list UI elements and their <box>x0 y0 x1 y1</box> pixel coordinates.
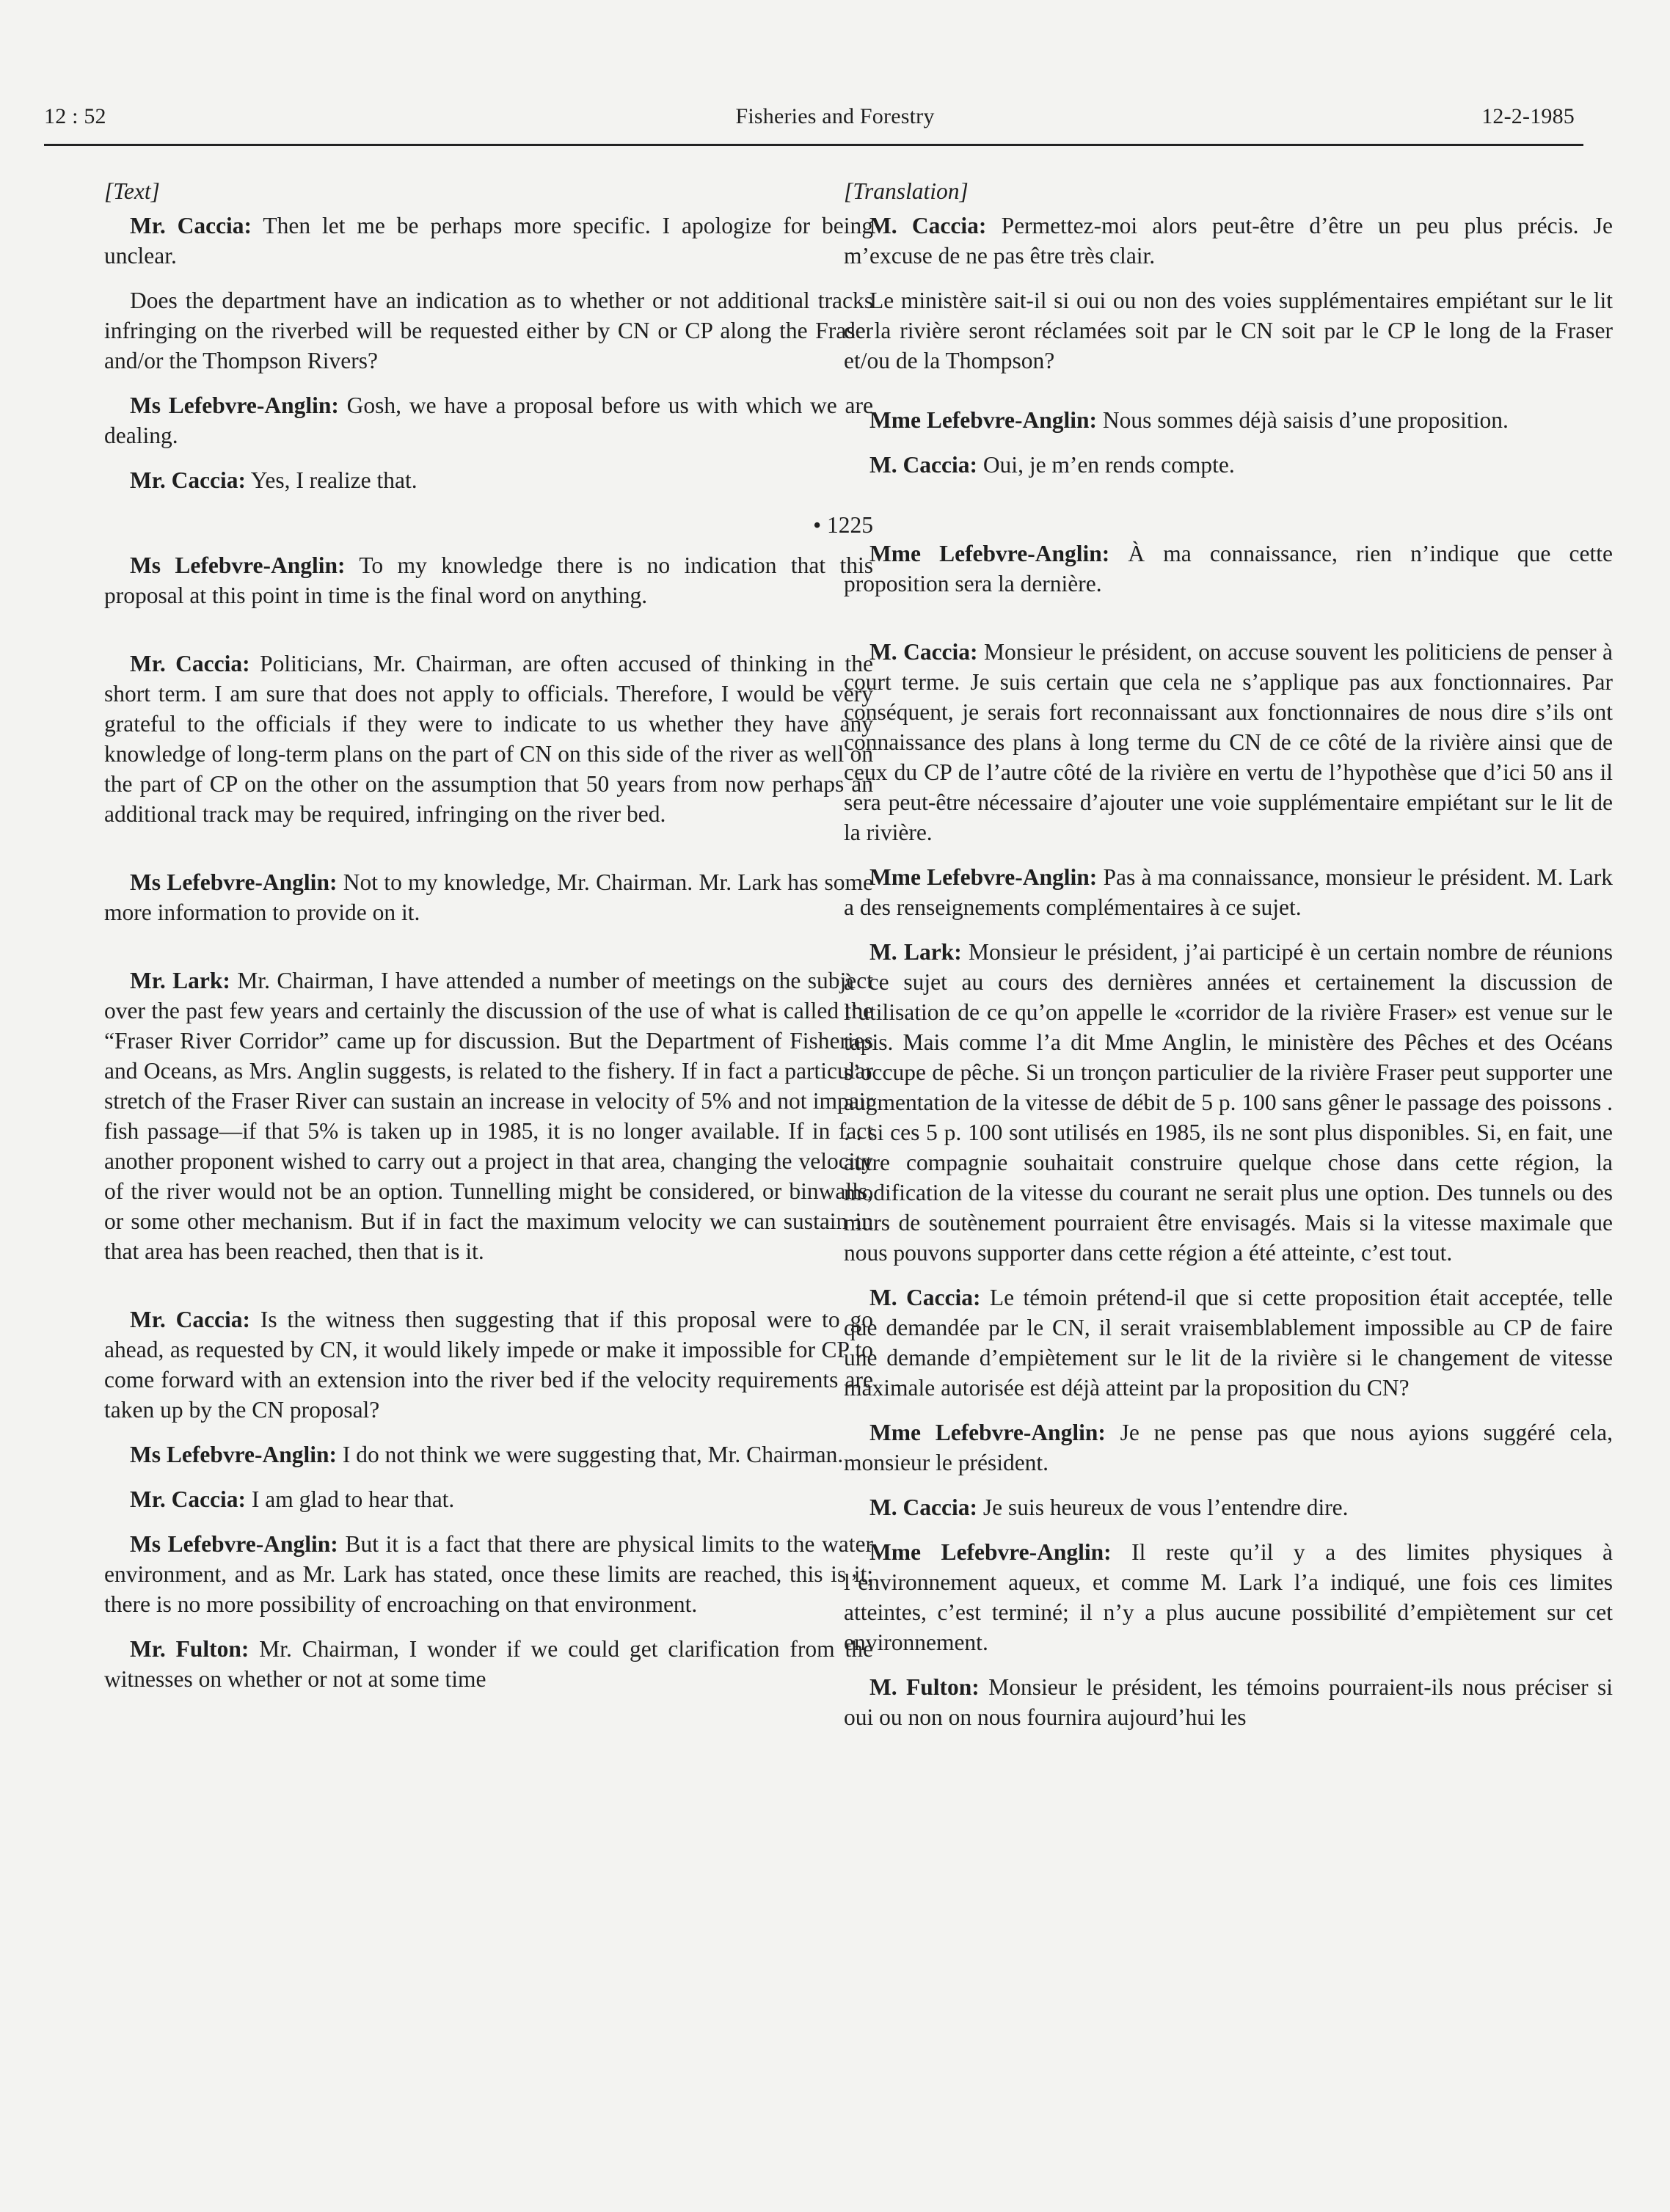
speaker: Ms Lefebvre-Anglin: <box>130 393 339 418</box>
speaker: Mr. Fulton: <box>130 1636 249 1662</box>
paragraph <box>844 1537 1613 1657</box>
speaker: M. Fulton: <box>869 1674 980 1700</box>
column-label: [Text] <box>104 178 160 204</box>
page-date: 12-2-1985 <box>1481 104 1575 128</box>
speech: Monsieur le président, les témoins pourraient-ils nous préciser si oui ou non on nous fournira aujourd’hui les <box>844 1674 1613 1730</box>
paragraph <box>844 637 1613 847</box>
paragraph <box>844 211 1613 271</box>
speech: Mr. Chairman, I have attended a number of meetings on the subject over the past few years and certainly the discussion of the use of what is called the “Fraser River Corridor” came up for discussion. But the Department of Fisheries and Oceans, as Mrs. Anglin suggests, is related to the fishery. If in fact a particular stretch of the Fraser River can sustain an increase in velocity of 5% and not impair fish passage—if that 5% is taken up in 1985, it is no longer available. If in fact another proponent wished to carry out a project in that area, changing the velocity of the river would not be an option. Tunnelling might be considered, or binwalls, or some other mechanism. But if in fact the maximum velocity we can sustain in that area has been reached, then that is it. <box>104 968 873 1264</box>
speech: Yes, I realize that. <box>246 467 418 493</box>
paragraph <box>104 1439 873 1470</box>
paragraph <box>844 862 1613 922</box>
speech: I am glad to hear that. <box>246 1486 455 1512</box>
column-label: [Translation] <box>844 178 969 204</box>
time-marker: • 1225 <box>813 512 873 538</box>
speaker: M. Caccia: <box>869 639 978 665</box>
speech: Monsieur le président, on accuse souvent les politiciens de penser à court terme. Je suis certain que cela ne s’applique pas aux fonctionnaires. Par conséquent, je serais fort reconnaissant aux fonctionnaires de nous dire s’ils ont connaissance des plans à long terme du CN de ce côté de la rivière ainsi que de ceux du CP de l’autre côté de la rivière en vertu de l’hypothèse que d’ici 50 ans il sera peut-être nécessaire d’ajouter une voie supplémentaire empiétant sur le lit de la rivière. <box>844 639 1613 845</box>
speaker: Mr. Caccia: <box>130 467 247 493</box>
paragraph <box>844 1672 1613 1732</box>
speaker: M. Caccia: <box>869 1494 977 1520</box>
speech: Nous sommes déjà saisis d’une proposition. <box>1096 407 1509 433</box>
paragraph <box>104 465 873 495</box>
speaker: Mr. Caccia: <box>130 213 252 238</box>
speech: Mr. Chairman, I wonder if we could get clarification from the witnesses on whether or not at some time <box>104 1636 873 1692</box>
paragraph <box>104 649 873 829</box>
speech: But it is a fact that there are physical limits to the water environment, and as Mr. Lark has stated, once these limits are reached, this is it; there is no more possibility of encroaching on that environment. <box>104 1531 874 1617</box>
speech: Il reste qu’il y a des limites physiques à l’environnement aqueux, et comme M. Lark l’a indiqué, une fois ces limites atteintes, c’est terminé; il n’y a plus aucune possibilité d’empiètement sur cet environnement. <box>844 1539 1613 1655</box>
page-number: 12 : 52 <box>44 104 106 128</box>
english-column <box>104 176 873 1709</box>
speaker: M. Caccia: <box>869 452 977 478</box>
speaker: Mme Lefebvre-Anglin: <box>869 864 1098 890</box>
speaker: Ms Lefebvre-Anglin: <box>130 1442 338 1467</box>
speech: Je ne pense pas que nous ayions suggéré cela, monsieur le président. <box>844 1420 1613 1475</box>
paragraph <box>104 390 873 450</box>
speaker: Ms Lefebvre-Anglin: <box>130 552 346 578</box>
paragraph <box>844 405 1613 435</box>
speaker: Mme Lefebvre-Anglin: <box>869 541 1110 566</box>
speaker: Mr. Caccia: <box>130 651 250 676</box>
speech: Permettez-moi alors peut-être d’être un peu plus précis. Je m’excuse de ne pas être très clair. <box>844 213 1613 269</box>
speaker: Mme Lefebvre-Anglin: <box>869 1420 1106 1445</box>
paragraph <box>104 1634 873 1694</box>
speech: Le témoin prétend-il que si cette proposition était acceptée, telle que demandée par le CN, il serait vraisemblablement impossible au CP de faire une demande d’empiètement sur le lit de la rivière si le changement de vitesse maximale autorisée est déjà atteint par la proposition du CN? <box>844 1285 1613 1401</box>
speech: Gosh, we have a proposal before us with which we are dealing. <box>104 393 873 448</box>
speech: Politicians, Mr. Chairman, are often accused of thinking in the short term. I am sure that does not apply to officials. Therefore, I would be very grateful to the officials if they were to indicate to us whether they have any knowledge of long-term plans on the part of CN on this side of the river as well on the part of CP on the other on the assumption that 50 years from now perhaps an additional track may be required, infringing on the river bed. <box>104 651 873 827</box>
speaker: Mme Lefebvre-Anglin: <box>869 1539 1112 1565</box>
speech: À ma connaissance, rien n’indique que cette proposition sera la dernière. <box>844 541 1613 596</box>
paragraph <box>844 539 1613 599</box>
speaker: M. Caccia: <box>869 213 987 238</box>
speech: Monsieur le président, j’ai participé è un certain nombre de réunions à ce sujet au cours des dernières années et certainement la discussion de l’utilisation de ce qu’on appelle le «corridor de la rivière Fraser» est venue sur le tapis. Mais comme l’a dit Mme Anglin, le ministère des Pêches et des Océans s’occupe de pêche. Si un tronçon particulier de la rivière Fraser peut supporter une augmentation de la vitesse de débit de 5 p. 100 sans gêner le passage des poissons . . . si ces 5 p. 100 sont utilisés en 1985, ils ne sont plus disponibles. Si, en fait, une autre compagnie souhaitait construire quelque chose dans cette région, la modification de la vitesse du courant ne serait plus une option. Des tunnels ou des murs de soutènement pourraient être envisagés. Mais si la vitesse maximale que nous pouvons supporter dans cette région a été atteinte, c’est tout. <box>844 939 1614 1266</box>
speaker: Mr. Lark: <box>130 968 230 993</box>
speech: Not to my knowledge, Mr. Chairman. Mr. Lark has some more information to provide on it. <box>104 869 873 925</box>
french-column <box>844 176 1613 1747</box>
paragraph <box>844 937 1613 1268</box>
paragraph <box>104 966 873 1266</box>
speaker: M. Lark: <box>869 939 962 965</box>
paragraph <box>844 450 1613 480</box>
speech: Le ministère sait-il si oui ou non des voies supplémentaires empiétant sur le lit de la rivière seront réclamées soit par le CN soit par le CP le long de la Fraser et/ou de la Thompson? <box>844 288 1613 373</box>
speech: Is the witness then suggesting that if this proposal were to go ahead, as requested by CN, it would likely impede or make it impossible for CP to come forward with an extension into the river bed if the velocity requirements are taken up by the CN proposal? <box>104 1307 873 1423</box>
paragraph <box>104 867 873 927</box>
paragraph <box>104 1484 873 1514</box>
paragraph <box>104 211 873 271</box>
paragraph <box>104 550 873 610</box>
paragraph <box>844 1282 1613 1403</box>
paragraph <box>844 285 1613 376</box>
paragraph <box>844 1417 1613 1478</box>
paragraph <box>844 1492 1613 1522</box>
speaker: Ms Lefebvre-Anglin: <box>130 869 338 895</box>
paragraph <box>104 1304 873 1425</box>
paragraph <box>104 285 873 376</box>
speaker: Mr. Caccia: <box>130 1486 247 1512</box>
speech: Then let me be perhaps more specific. I apologize for being unclear. <box>104 213 873 269</box>
header-rule <box>44 144 1583 146</box>
speaker: M. Caccia: <box>869 1285 981 1310</box>
speech: I do not think we were suggesting that, Mr. Chairman. <box>337 1442 844 1467</box>
running-title: Fisheries and Forestry <box>735 104 935 128</box>
speech: To my knowledge there is no indication that this proposal at this point in time is the final word on anything. <box>104 552 873 608</box>
speaker: Ms Lefebvre-Anglin: <box>130 1531 338 1557</box>
speech: Pas à ma connaissance, monsieur le président. M. Lark a des renseignements complémentaires à ce sujet. <box>844 864 1613 920</box>
speaker: Mr. Caccia: <box>130 1307 251 1332</box>
speaker: Mme Lefebvre-Anglin: <box>869 407 1097 433</box>
speech: Does the department have an indication as to whether or not additional tracks infringing on the riverbed will be requested either by CN or CP along the Fraser and/or the Thompson Rivers? <box>104 288 873 373</box>
speech: Oui, je m’en rends compte. <box>977 452 1235 478</box>
speech: Je suis heureux de vous l’entendre dire. <box>977 1494 1349 1520</box>
paragraph <box>104 1529 873 1619</box>
